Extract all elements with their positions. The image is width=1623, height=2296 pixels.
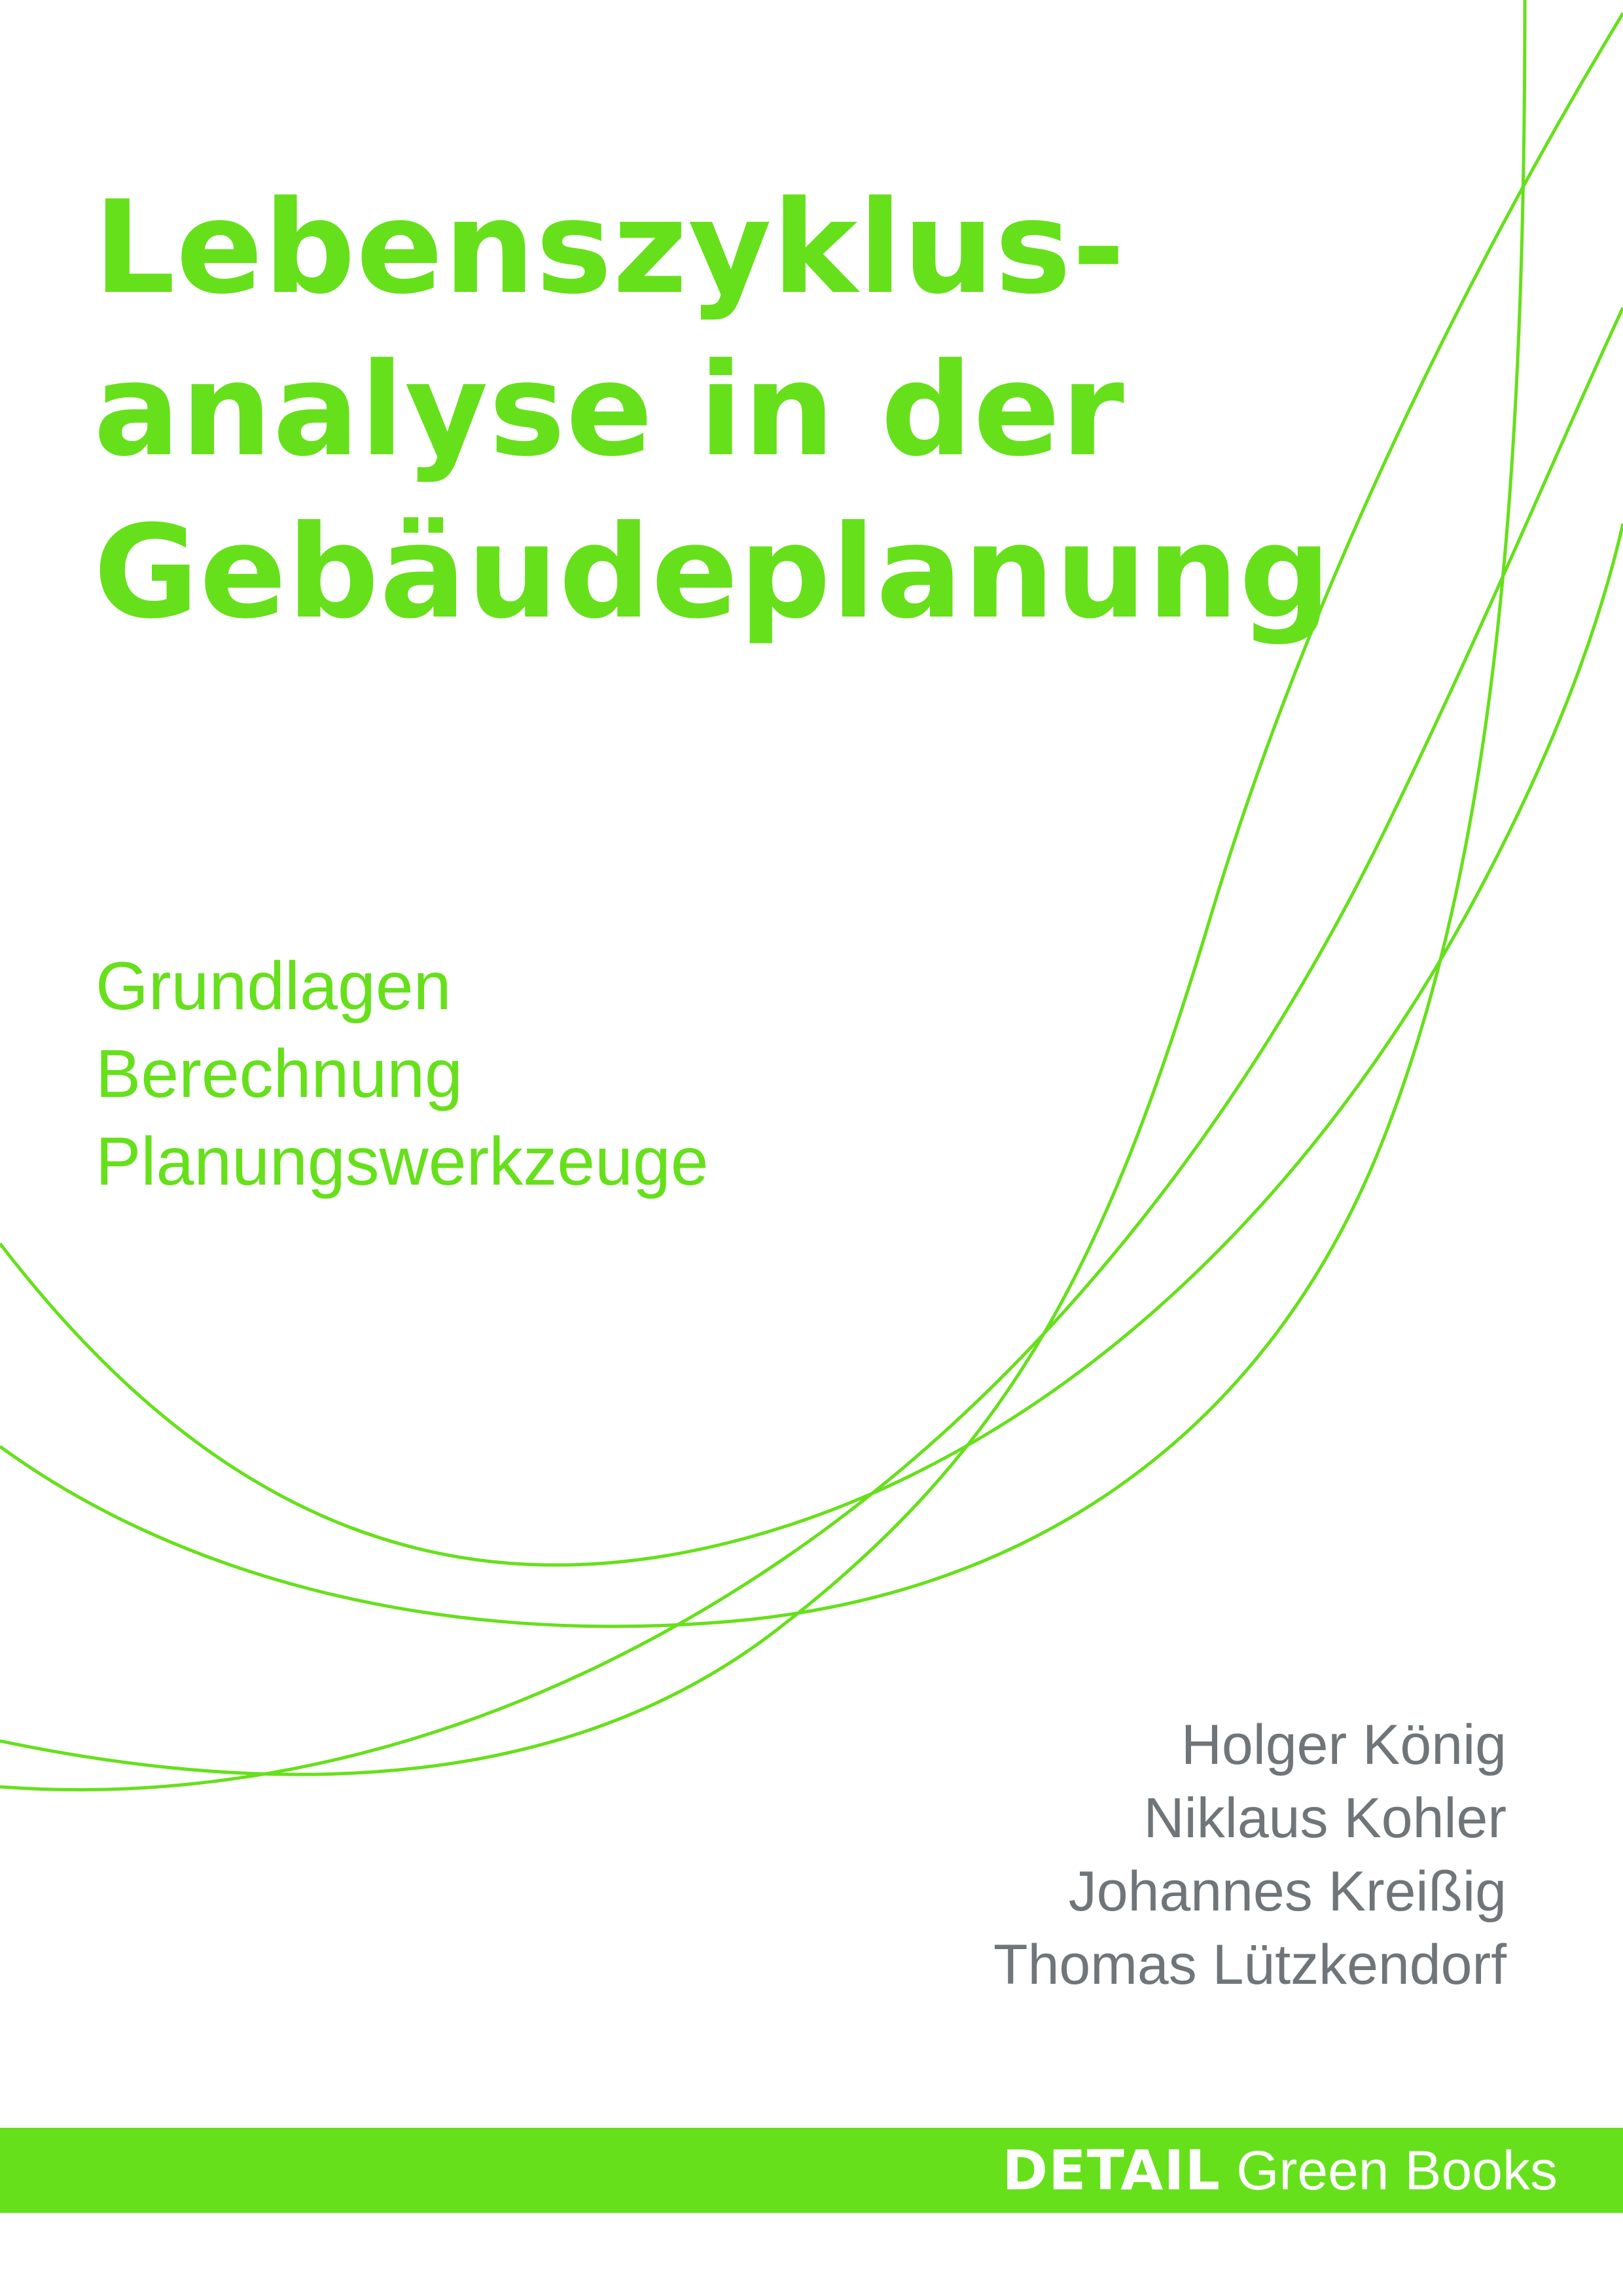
subtitle-line-2: Berechnung	[96, 1036, 463, 1112]
title-line-1: Lebenszyklus-	[94, 173, 1126, 323]
publisher-logo	[1002, 2138, 1623, 2202]
book-title	[94, 167, 1501, 654]
subtitle-line-3: Planungswerkzeuge	[96, 1124, 709, 1200]
title-line-3: Gebäudeplanung	[94, 498, 1332, 647]
author-2: Niklaus Kohler	[1143, 1787, 1507, 1850]
author-3: Johannes Kreißig	[1068, 1860, 1507, 1923]
publisher-bar	[0, 2128, 1623, 2213]
title-line-2: analyse in der	[94, 336, 1125, 485]
publisher-books-label: Books	[1404, 2140, 1558, 2201]
publisher-detail-label: DETAIL	[1002, 2138, 1221, 2202]
book-subtitle	[96, 942, 709, 1206]
publisher-green-label: Green	[1236, 2140, 1389, 2201]
author-list	[993, 1708, 1507, 2001]
author-1: Holger König	[1181, 1713, 1507, 1776]
subtitle-line-1: Grundlagen	[96, 948, 452, 1024]
author-4: Thomas Lützkendorf	[993, 1933, 1507, 1996]
